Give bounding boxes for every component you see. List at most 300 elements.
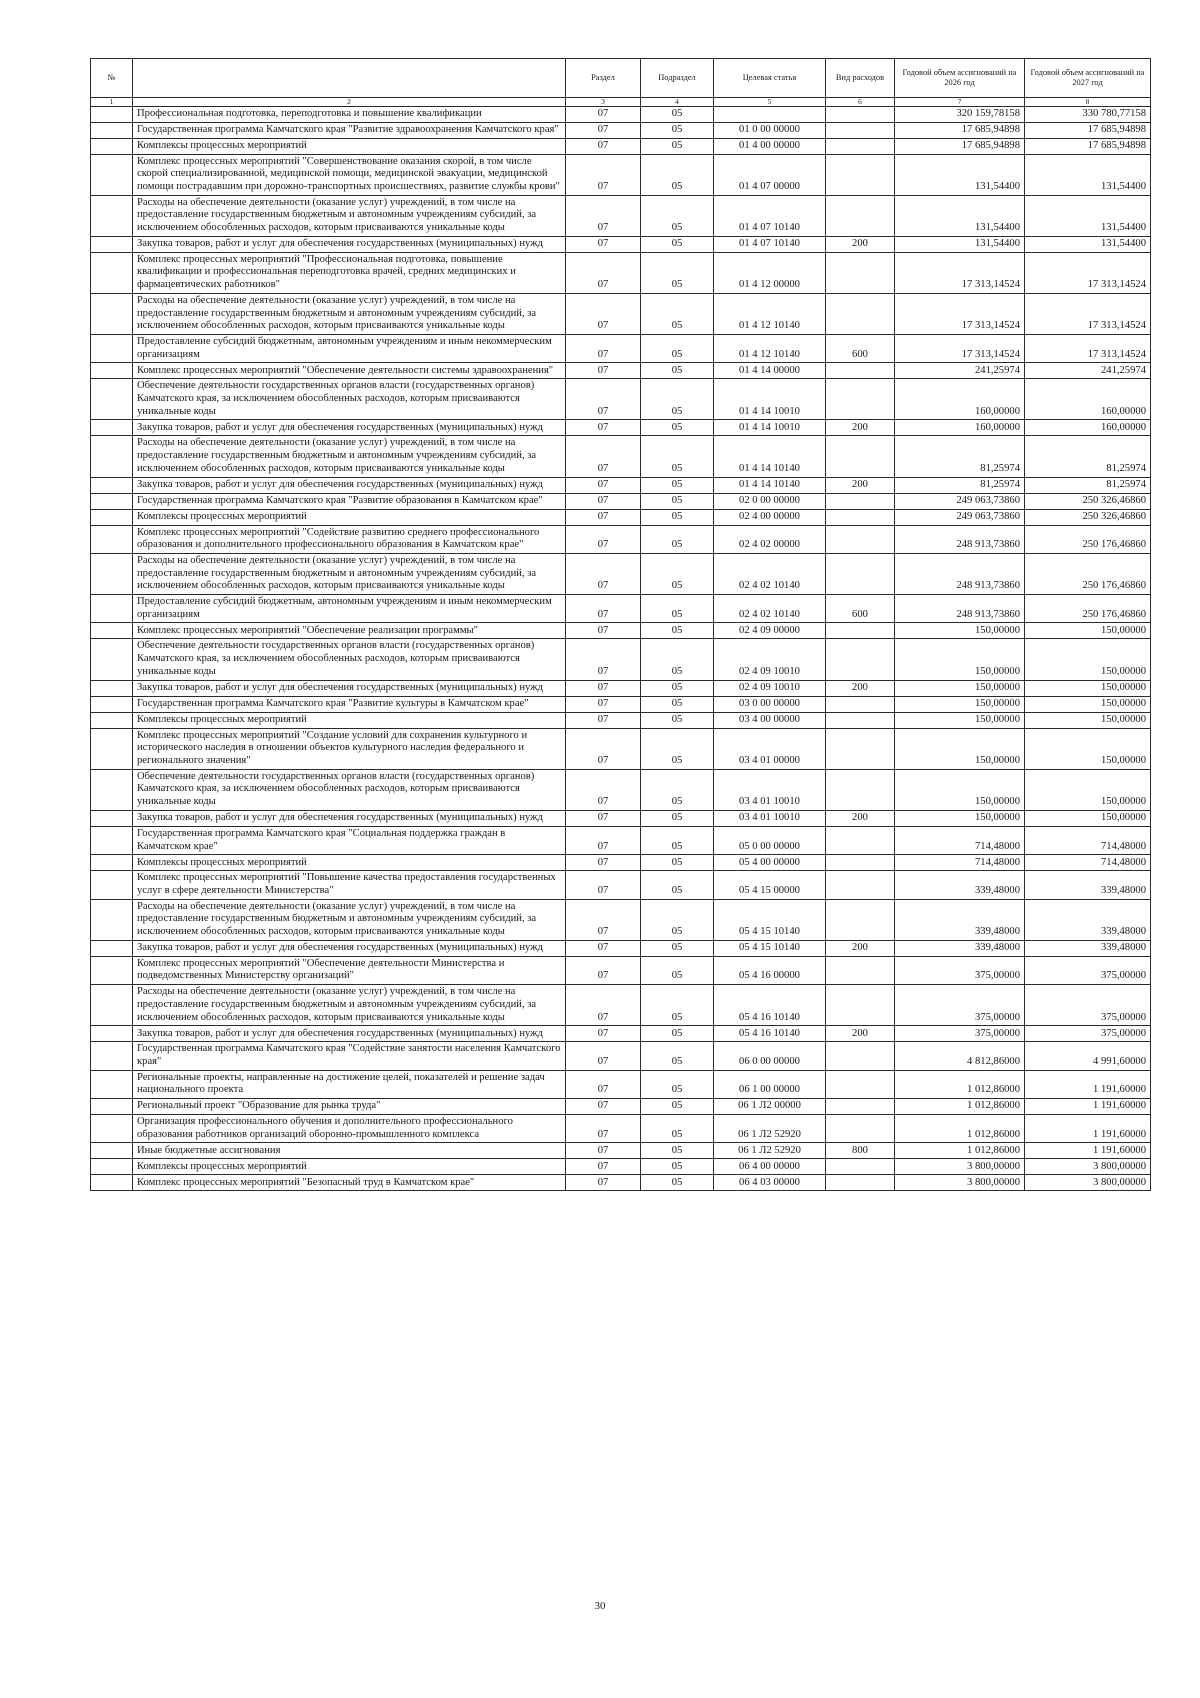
row-target-article: 01 0 00 00000 [714,122,826,138]
row-name: Расходы на обеспечение деятельности (оказание услуг) учреждений, в том числе на предоставление государственным бюджетным и автономным учреждениям субсидий, за исключением обособленных расходов, которым присваиваются уникальные коды [133,985,566,1026]
row-allocation-2027: 150,00000 [1025,810,1151,826]
row-allocation-2026: 150,00000 [895,728,1025,769]
row-target-article: 05 4 16 00000 [714,956,826,984]
row-expense-type [826,899,895,940]
row-allocation-2027: 3 800,00000 [1025,1175,1151,1191]
column-index: 7 [895,98,1025,107]
row-expense-type [826,956,895,984]
row-expense-type [826,293,895,334]
row-razdel: 07 [566,363,641,379]
table-row [91,477,1151,493]
table-row [91,236,1151,252]
row-allocation-2027: 150,00000 [1025,728,1151,769]
row-razdel: 07 [566,252,641,293]
row-podrazdel: 05 [641,680,714,696]
row-name: Комплекс процессных мероприятий "Содействие развитию среднего профессионального образования и дополнительного профессионального образования в Камчатском крае" [133,525,566,553]
table-row [91,826,1151,854]
row-allocation-2026: 150,00000 [895,810,1025,826]
row-razdel: 07 [566,420,641,436]
row-number [91,525,133,553]
row-razdel: 07 [566,106,641,122]
row-allocation-2027: 375,00000 [1025,985,1151,1026]
row-target-article: 01 4 14 10140 [714,477,826,493]
row-allocation-2026: 150,00000 [895,769,1025,810]
row-allocation-2026: 1 012,86000 [895,1070,1025,1098]
table-row [91,899,1151,940]
row-number [91,154,133,195]
row-allocation-2026: 248 913,73860 [895,553,1025,594]
row-allocation-2026: 4 812,86000 [895,1042,1025,1070]
row-razdel: 07 [566,728,641,769]
row-name: Комплекс процессных мероприятий "Обеспечение деятельности Министерства и подведомственных Министерству организаций" [133,956,566,984]
row-allocation-2027: 241,25974 [1025,363,1151,379]
row-podrazdel: 05 [641,826,714,854]
page-number: 30 [594,1600,606,1612]
row-allocation-2027: 1 191,60000 [1025,1070,1151,1098]
row-allocation-2027: 150,00000 [1025,712,1151,728]
row-razdel: 07 [566,639,641,680]
row-allocation-2026: 375,00000 [895,985,1025,1026]
row-razdel: 07 [566,1070,641,1098]
row-allocation-2026: 17 313,14524 [895,334,1025,362]
column-index: 6 [826,98,895,107]
row-allocation-2027: 375,00000 [1025,1026,1151,1042]
row-podrazdel: 05 [641,940,714,956]
column-index: 5 [714,98,826,107]
table-row [91,1115,1151,1143]
row-expense-type [826,493,895,509]
header-target-article: Целевая статья [714,59,826,98]
row-expense-type [826,855,895,871]
row-razdel: 07 [566,525,641,553]
row-number [91,985,133,1026]
row-razdel: 07 [566,940,641,956]
row-target-article: 06 1 00 00000 [714,1070,826,1098]
row-target-article: 01 4 12 10140 [714,293,826,334]
header-allocation-2027: Годовой объем ассигнований на 2027 год [1025,59,1151,98]
row-expense-type [826,1042,895,1070]
row-number [91,1070,133,1098]
row-razdel: 07 [566,122,641,138]
row-allocation-2027: 150,00000 [1025,769,1151,810]
row-podrazdel: 05 [641,956,714,984]
table-row [91,293,1151,334]
row-number [91,195,133,236]
row-allocation-2026: 249 063,73860 [895,493,1025,509]
row-allocation-2027: 131,54400 [1025,236,1151,252]
row-target-article: 03 0 00 00000 [714,696,826,712]
budget-table [90,58,1151,1191]
row-allocation-2026: 17 313,14524 [895,293,1025,334]
row-number [91,940,133,956]
row-razdel: 07 [566,855,641,871]
table-row [91,525,1151,553]
column-index: 8 [1025,98,1151,107]
row-allocation-2026: 81,25974 [895,477,1025,493]
row-target-article: 01 4 07 10140 [714,195,826,236]
row-expense-type [826,639,895,680]
row-allocation-2027: 1 191,60000 [1025,1143,1151,1159]
header-podrazdel: Подраздел [641,59,714,98]
table-row [91,493,1151,509]
row-razdel: 07 [566,553,641,594]
row-name: Комплекс процессных мероприятий "Повышение качества предоставления государственных услуг в сфере деятельности Министерства" [133,871,566,899]
row-allocation-2027: 3 800,00000 [1025,1159,1151,1175]
table-row [91,1175,1151,1191]
table-row [91,154,1151,195]
row-name: Расходы на обеспечение деятельности (оказание услуг) учреждений, в том числе на предоставление государственным бюджетным и автономным учреждениям субсидий, за исключением обособленных расходов, которым присваиваются уникальные коды [133,899,566,940]
row-name: Организация профессионального обучения и дополнительного профессионального образования работников организаций оборонно-промышленного комплекса [133,1115,566,1143]
table-row [91,420,1151,436]
row-expense-type: 200 [826,1026,895,1042]
table-row [91,1099,1151,1115]
row-target-article: 06 4 03 00000 [714,1175,826,1191]
table-row [91,1042,1151,1070]
row-allocation-2026: 150,00000 [895,623,1025,639]
table-row [91,855,1151,871]
row-allocation-2026: 1 012,86000 [895,1099,1025,1115]
row-expense-type: 600 [826,334,895,362]
row-target-article: 03 4 01 00000 [714,728,826,769]
row-number [91,1143,133,1159]
row-razdel: 07 [566,477,641,493]
row-number [91,956,133,984]
row-name: Обеспечение деятельности государственных органов власти (государственных органов) Камчатского края, за исключением обособленных расходов, которым присваиваются уникальные коды [133,769,566,810]
table-row [91,138,1151,154]
row-allocation-2026: 160,00000 [895,420,1025,436]
row-name: Обеспечение деятельности государственных органов власти (государственных органов) Камчатского края, за исключением обособленных расходов, которым присваиваются уникальные коды [133,379,566,420]
row-target-article: 01 4 07 00000 [714,154,826,195]
row-target-article: 02 4 09 10010 [714,680,826,696]
table-row [91,379,1151,420]
row-expense-type [826,871,895,899]
row-allocation-2026: 150,00000 [895,680,1025,696]
row-expense-type: 600 [826,595,895,623]
table-row [91,639,1151,680]
row-expense-type [826,728,895,769]
row-target-article: 02 4 02 10140 [714,553,826,594]
row-allocation-2027: 1 191,60000 [1025,1115,1151,1143]
column-index-row [91,98,1151,107]
row-target-article: 01 4 14 10010 [714,420,826,436]
row-name: Закупка товаров, работ и услуг для обеспечения государственных (муниципальных) нужд [133,680,566,696]
header-name [133,59,566,98]
row-allocation-2027: 4 991,60000 [1025,1042,1151,1070]
row-razdel: 07 [566,1143,641,1159]
table-body [91,106,1151,1191]
row-razdel: 07 [566,436,641,477]
row-podrazdel: 05 [641,236,714,252]
row-expense-type: 800 [826,1143,895,1159]
table-row [91,728,1151,769]
table-row [91,509,1151,525]
row-allocation-2026: 150,00000 [895,696,1025,712]
row-podrazdel: 05 [641,1042,714,1070]
row-number [91,871,133,899]
row-name: Закупка товаров, работ и услуг для обеспечения государственных (муниципальных) нужд [133,940,566,956]
row-razdel: 07 [566,810,641,826]
row-allocation-2026: 17 685,94898 [895,138,1025,154]
row-expense-type: 200 [826,236,895,252]
row-allocation-2027: 150,00000 [1025,680,1151,696]
row-razdel: 07 [566,826,641,854]
row-name: Комплексы процессных мероприятий [133,138,566,154]
table-row [91,595,1151,623]
row-number [91,769,133,810]
row-number [91,553,133,594]
row-podrazdel: 05 [641,420,714,436]
table-row [91,1026,1151,1042]
row-podrazdel: 05 [641,436,714,477]
row-podrazdel: 05 [641,509,714,525]
row-razdel: 07 [566,334,641,362]
row-target-article: 03 4 01 10010 [714,769,826,810]
row-podrazdel: 05 [641,1175,714,1191]
row-expense-type [826,623,895,639]
row-name: Комплексы процессных мероприятий [133,855,566,871]
row-number [91,595,133,623]
row-podrazdel: 05 [641,712,714,728]
row-target-article: 06 4 00 00000 [714,1159,826,1175]
table-row [91,985,1151,1026]
row-podrazdel: 05 [641,1159,714,1175]
row-allocation-2027: 339,48000 [1025,871,1151,899]
row-allocation-2026: 320 159,78158 [895,106,1025,122]
row-podrazdel: 05 [641,477,714,493]
table-row [91,623,1151,639]
row-target-article: 03 4 00 00000 [714,712,826,728]
row-target-article: 01 4 14 10140 [714,436,826,477]
row-expense-type [826,525,895,553]
row-allocation-2026: 339,48000 [895,899,1025,940]
row-expense-type [826,509,895,525]
header-num: № [91,59,133,98]
row-allocation-2027: 250 326,46860 [1025,493,1151,509]
row-name: Государственная программа Камчатского края "Развитие образования в Камчатском крае" [133,493,566,509]
row-allocation-2027: 330 780,77158 [1025,106,1151,122]
row-target-article: 05 4 15 10140 [714,899,826,940]
row-podrazdel: 05 [641,493,714,509]
row-razdel: 07 [566,680,641,696]
row-name: Комплекс процессных мероприятий "Совершенствование оказания скорой, в том числе скорой специализированной, медицинской помощи, медицинской эвакуации, медицинской помощи пострадавшим при дорожно-транспортных происшествиях, развитие службы крови" [133,154,566,195]
row-allocation-2026: 3 800,00000 [895,1175,1025,1191]
row-number [91,1159,133,1175]
table-row [91,195,1151,236]
row-razdel: 07 [566,985,641,1026]
row-target-article: 06 1 Л2 52920 [714,1143,826,1159]
row-podrazdel: 05 [641,138,714,154]
row-allocation-2026: 339,48000 [895,871,1025,899]
row-number [91,106,133,122]
row-allocation-2026: 714,48000 [895,855,1025,871]
table-row [91,334,1151,362]
column-index: 4 [641,98,714,107]
row-expense-type: 200 [826,420,895,436]
row-number [91,1099,133,1115]
row-name: Региональные проекты, направленные на достижение целей, показателей и решение задач национального проекта [133,1070,566,1098]
row-expense-type [826,154,895,195]
row-expense-type [826,1070,895,1098]
row-number [91,1026,133,1042]
row-number [91,1175,133,1191]
row-target-article: 05 4 16 10140 [714,985,826,1026]
row-number [91,810,133,826]
row-allocation-2027: 17 685,94898 [1025,122,1151,138]
row-number [91,899,133,940]
row-allocation-2026: 1 012,86000 [895,1115,1025,1143]
row-allocation-2027: 81,25974 [1025,436,1151,477]
row-razdel: 07 [566,195,641,236]
row-allocation-2027: 160,00000 [1025,420,1151,436]
row-number [91,639,133,680]
row-name: Комплекс процессных мероприятий "Профессиональная подготовка, повышение квалификации и профессиональная переподготовка врачей, средних медицинских и фармацевтических работников" [133,252,566,293]
table-row [91,106,1151,122]
row-number [91,293,133,334]
row-target-article: 01 4 14 00000 [714,363,826,379]
row-allocation-2026: 375,00000 [895,956,1025,984]
row-allocation-2026: 160,00000 [895,379,1025,420]
row-expense-type [826,826,895,854]
table-row [91,1143,1151,1159]
row-target-article: 02 4 00 00000 [714,509,826,525]
table-header-row [91,59,1151,98]
table-row [91,940,1151,956]
row-name: Комплексы процессных мероприятий [133,712,566,728]
row-name: Обеспечение деятельности государственных органов власти (государственных органов) Камчатского края, за исключением обособленных расходов, которым присваиваются уникальные коды [133,639,566,680]
row-name: Расходы на обеспечение деятельности (оказание услуг) учреждений, в том числе на предоставление государственным бюджетным и автономным учреждениям субсидий, за исключением обособленных расходов, которым присваиваются уникальные коды [133,293,566,334]
row-name: Комплекс процессных мероприятий "Безопасный труд в Камчатском крае" [133,1175,566,1191]
row-razdel: 07 [566,871,641,899]
row-allocation-2027: 17 685,94898 [1025,138,1151,154]
row-allocation-2027: 150,00000 [1025,696,1151,712]
row-podrazdel: 05 [641,1026,714,1042]
row-razdel: 07 [566,899,641,940]
row-expense-type: 200 [826,940,895,956]
row-razdel: 07 [566,595,641,623]
header-expense-type: Вид расходов [826,59,895,98]
table-row [91,1070,1151,1098]
column-index: 3 [566,98,641,107]
table-row [91,553,1151,594]
row-target-article: 06 1 Л2 52920 [714,1115,826,1143]
row-razdel: 07 [566,154,641,195]
row-razdel: 07 [566,1099,641,1115]
row-podrazdel: 05 [641,553,714,594]
row-podrazdel: 05 [641,985,714,1026]
row-expense-type [826,379,895,420]
row-number [91,509,133,525]
row-name: Комплекс процессных мероприятий "Обеспечение деятельности системы здравоохранения" [133,363,566,379]
row-name: Комплексы процессных мероприятий [133,509,566,525]
row-allocation-2027: 131,54400 [1025,195,1151,236]
row-razdel: 07 [566,379,641,420]
row-allocation-2026: 339,48000 [895,940,1025,956]
row-allocation-2026: 248 913,73860 [895,595,1025,623]
row-podrazdel: 05 [641,769,714,810]
row-razdel: 07 [566,1159,641,1175]
row-razdel: 07 [566,236,641,252]
row-allocation-2027: 250 176,46860 [1025,525,1151,553]
row-expense-type [826,985,895,1026]
row-target-article: 01 4 00 00000 [714,138,826,154]
row-razdel: 07 [566,1026,641,1042]
row-expense-type: 200 [826,810,895,826]
row-number [91,1042,133,1070]
row-number [91,122,133,138]
row-expense-type [826,769,895,810]
table-row [91,956,1151,984]
row-number [91,712,133,728]
row-expense-type: 200 [826,680,895,696]
row-number [91,252,133,293]
table-row [91,252,1151,293]
row-target-article: 06 0 00 00000 [714,1042,826,1070]
row-target-article: 02 4 02 00000 [714,525,826,553]
row-number [91,623,133,639]
row-allocation-2026: 714,48000 [895,826,1025,854]
row-allocation-2027: 339,48000 [1025,940,1151,956]
row-allocation-2026: 131,54400 [895,236,1025,252]
row-name: Профессиональная подготовка, переподготовка и повышение квалификации [133,106,566,122]
row-name: Расходы на обеспечение деятельности (оказание услуг) учреждений, в том числе на предоставление государственным бюджетным и автономным учреждениям субсидий, за исключением обособленных расходов, которым присваиваются уникальные коды [133,553,566,594]
column-index: 1 [91,98,133,107]
row-name: Закупка товаров, работ и услуг для обеспечения государственных (муниципальных) нужд [133,810,566,826]
row-expense-type [826,712,895,728]
row-target-article: 01 4 12 10140 [714,334,826,362]
row-name: Расходы на обеспечение деятельности (оказание услуг) учреждений, в том числе на предоставление государственным бюджетным и автономным учреждениям субсидий, за исключением обособленных расходов, которым присваиваются уникальные коды [133,436,566,477]
row-allocation-2027: 150,00000 [1025,623,1151,639]
row-podrazdel: 05 [641,810,714,826]
row-name: Расходы на обеспечение деятельности (оказание услуг) учреждений, в том числе на предоставление государственным бюджетным и автономным учреждениям субсидий, за исключением обособленных расходов, которым присваиваются уникальные коды [133,195,566,236]
row-name: Иные бюджетные ассигнования [133,1143,566,1159]
row-allocation-2027: 250 176,46860 [1025,553,1151,594]
row-allocation-2027: 250 326,46860 [1025,509,1151,525]
row-allocation-2027: 714,48000 [1025,855,1151,871]
row-name: Закупка товаров, работ и услуг для обеспечения государственных (муниципальных) нужд [133,236,566,252]
row-allocation-2027: 17 313,14524 [1025,293,1151,334]
row-name: Закупка товаров, работ и услуг для обеспечения государственных (муниципальных) нужд [133,420,566,436]
row-target-article: 01 4 14 10010 [714,379,826,420]
row-expense-type [826,363,895,379]
table-row [91,122,1151,138]
row-podrazdel: 05 [641,154,714,195]
row-allocation-2027: 1 191,60000 [1025,1099,1151,1115]
row-allocation-2026: 17 685,94898 [895,122,1025,138]
row-number [91,363,133,379]
table-row [91,1159,1151,1175]
row-allocation-2026: 248 913,73860 [895,525,1025,553]
row-podrazdel: 05 [641,639,714,680]
header-allocation-2026: Годовой объем ассигнований на 2026 год [895,59,1025,98]
row-name: Комплекс процессных мероприятий "Обеспечение реализации программы" [133,623,566,639]
row-allocation-2026: 131,54400 [895,154,1025,195]
row-name: Государственная программа Камчатского края "Содействие занятости населения Камчатского края" [133,1042,566,1070]
row-number [91,1115,133,1143]
row-allocation-2026: 3 800,00000 [895,1159,1025,1175]
row-razdel: 07 [566,138,641,154]
row-allocation-2027: 160,00000 [1025,379,1151,420]
row-name: Комплексы процессных мероприятий [133,1159,566,1175]
row-podrazdel: 05 [641,379,714,420]
row-target-article: 02 4 09 00000 [714,623,826,639]
row-allocation-2026: 375,00000 [895,1026,1025,1042]
row-target-article: 05 4 15 00000 [714,871,826,899]
row-allocation-2026: 131,54400 [895,195,1025,236]
row-podrazdel: 05 [641,623,714,639]
row-expense-type [826,436,895,477]
row-name: Комплекс процессных мероприятий "Создание условий для сохранения культурного и исторического наследия в отношении объектов культурного наследия федерального и регионального значения" [133,728,566,769]
row-podrazdel: 05 [641,1070,714,1098]
